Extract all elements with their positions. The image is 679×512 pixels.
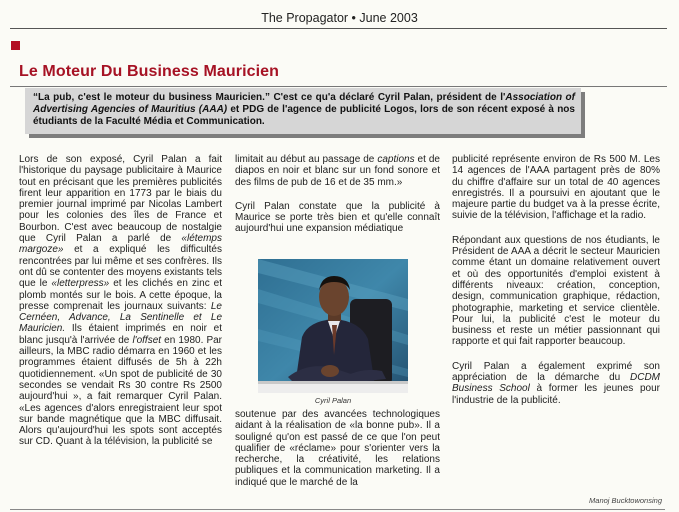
col2-paragraph-3: soutenue par des avancées technologiques aidant à la réalisation de «la bonne pub». Il a souligné qu'on est passé de ce que l'on peut qualifier de «réclame» pour s'orienter vers la recherche, la créativité, les relations publiques et la communication marketing. Il a indiqué que le marché de la — [235, 409, 440, 488]
photo-caption: Cyril Palan — [314, 396, 352, 405]
column-1 — [19, 154, 222, 448]
author-signature: Manoj Bucktowonsing — [589, 496, 662, 505]
portrait-photo — [258, 259, 408, 393]
section-marker — [11, 41, 20, 50]
col2-paragraph-1: limitait au début au passage de captions et de diapos en noir et blanc sur un fond sonore et des films de pub de 16 et de 35 mm.» — [235, 154, 440, 188]
article-title: Le Moteur Du Business Mauricien — [19, 63, 280, 80]
col3-paragraph-1: publicité représente environ de Rs 500 M. Les 14 agences de l'AAA partagent près de 80% du chiffre d'affaire sur un total de 40 agences enregistrés. Il a poursuivi en ajoutant que le majeure partie du budget va à la presse écrite, suivie de la télévision, l'affichage et la radio. — [452, 154, 660, 222]
column-3 — [452, 154, 660, 406]
article-lead: “La pub, c'est le moteur du business Mauricien.” C'est ce qu'a déclaré Cyril Palan, président de l'Association of Advertising Agencies of Mauritius (AAA) et PDG de l'agence de publicité Logos, lors de son récent exposé à nos étudiants de la Faculté Média et Communication. — [33, 92, 575, 128]
header-rule — [10, 28, 667, 29]
column-2 — [235, 154, 440, 488]
col3-paragraph-2: Répondant aux questions de nos étudiants, le Président de AAA a décrit le secteur Mauricien comme étant un domaine relativement ouvert et où des opportunités d'emploi existent à différents niveaux: création, conception, design, communication graphique, rédaction, photographie, marketing et service clientèle. Pour lui, la publicité c'est le moteur du business et reste un métier passionnant qui rapporte et qui fait rapporter beaucoup. — [452, 234, 660, 348]
association-name: Association of Advertising Agencies of Mauritius (AAA) — [33, 92, 575, 116]
col1-paragraph: Lors de son exposé, Cyril Palan a fait l'historique du paysage publicitaire à Maurice tout en précisant que les premières publicités firent leur apparition en 1773 par le biais du premier journal imprimé par Nicolas Lambert pour les colonies des îles de France et Bourbon. C'est avec beaucoup de nostalgie que Cyril Palan a parlé de «létemps margoze» et a expliqué les difficultés rencontrées par lui même et ses confrères. Ils ont dû se contenter des moyens existants tels que le «letterpress» et les clichés en zinc et plomb montés sur le bois. A cette époque, la presse comprenait les journaux suivants: Le Cernéen, Advance, La Sentinelle et Le Mauricien. Ils étaient imprimés en noir et blanc jusqu'à l'arrivée de l'offset en 1980. Par ailleurs, la MBC radio démarra en 1960 et les programmes étaient diffusés de 5h à 22h quotidiennement. «Un spot de publicité de 30 secondes se vendait Rs 30 contre Rs 2500 aujourd'hui », a fait remarquer Cyril Palan. «Les agences d'alors enregistraient leur spot sur bande magnétique que la MBC diffusait. Alors qu'aujourd'hui les spots sont acceptés sur CD. Quant à la télévision, la publicité se — [19, 154, 223, 448]
col2-paragraph-2: Cyril Palan constate que la publicité à Maurice se porte très bien et qu'elle connaît aujourd'hui une expansion médiatique — [235, 200, 440, 235]
col3-paragraph-3: Cyril Palan a également exprimé son appréciation de la démarche du DCDM Business School à former les jeunes pour l'industrie de la publicité. — [452, 360, 660, 406]
footer-rule — [10, 509, 665, 510]
page-header: The Propagator • June 2003 — [261, 11, 418, 25]
title-rule — [10, 86, 667, 87]
